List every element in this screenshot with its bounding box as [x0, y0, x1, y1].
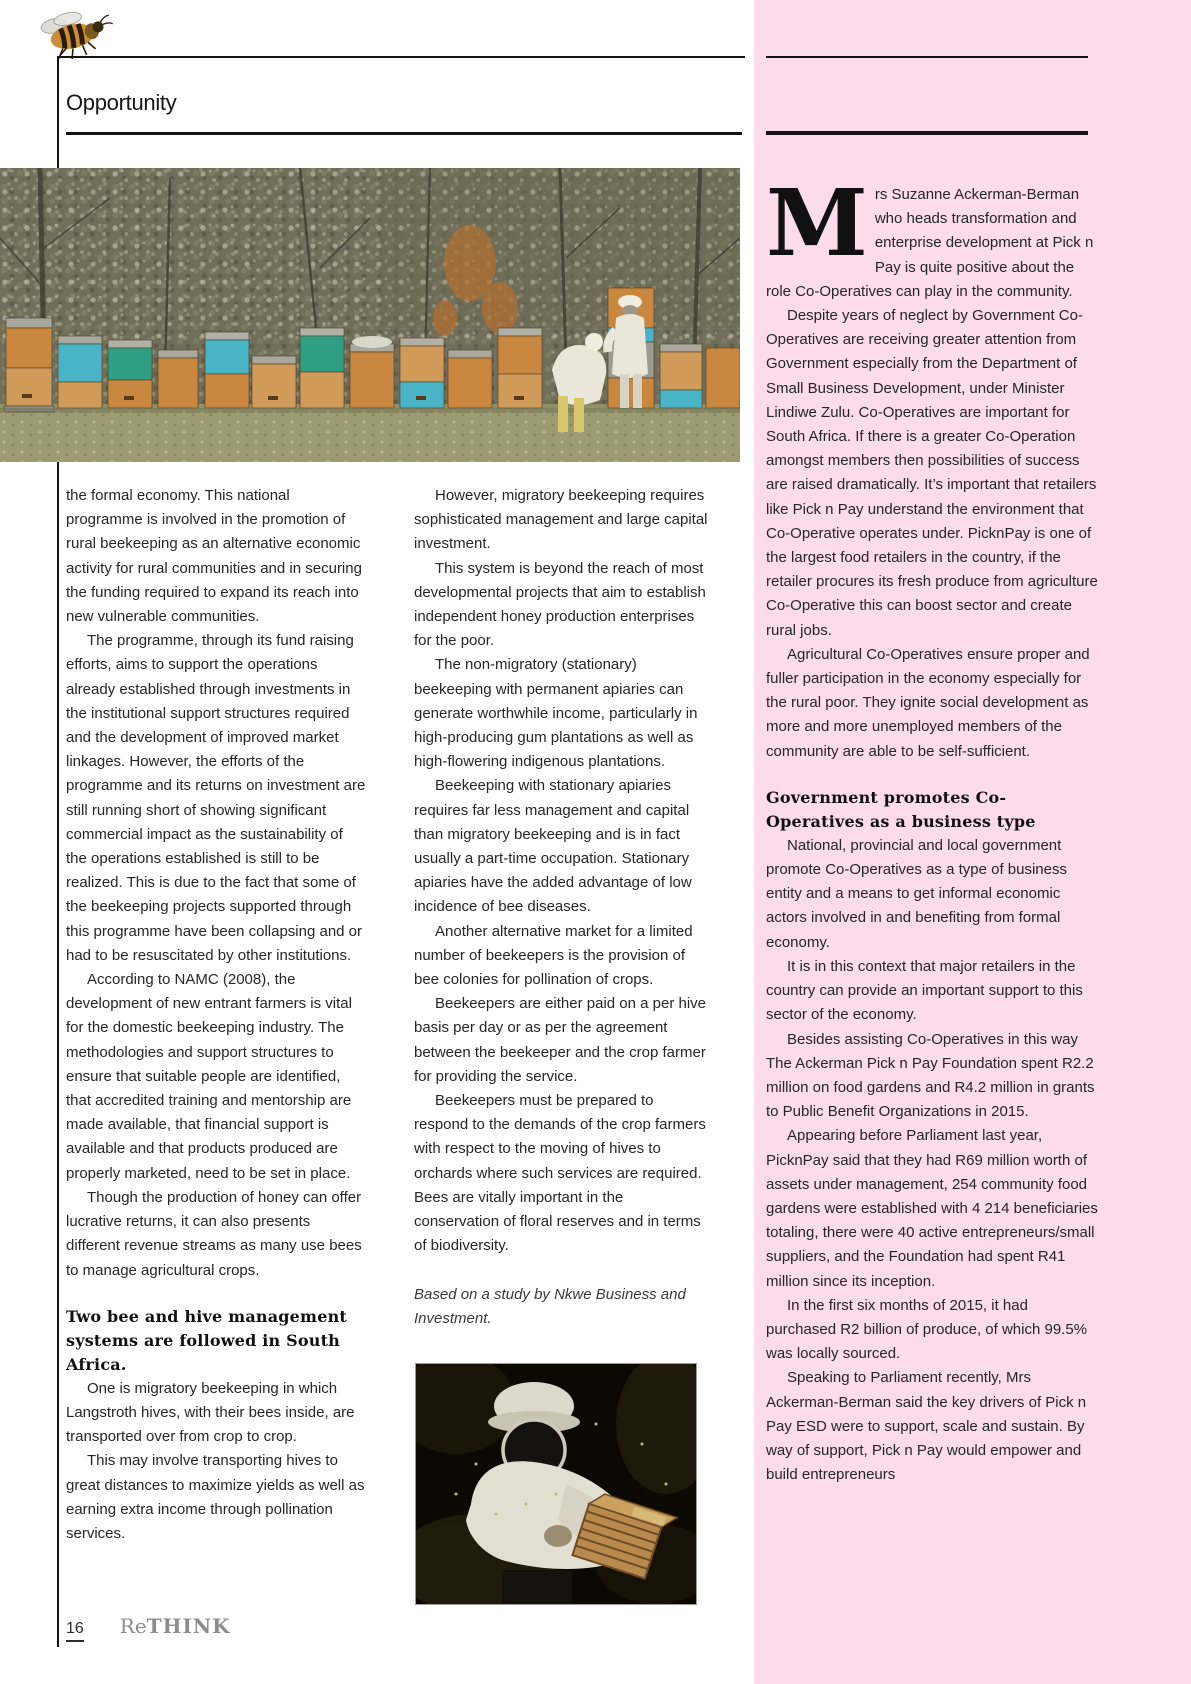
column-left — [66, 484, 366, 1546]
paragraph-text: rs Suzanne Ackerman-Berman who heads transformation and enterprise development at Pick n Pay is quite positive about the role Co-Operatives can play in the community. — [766, 186, 1094, 300]
paragraph: National, provincial and local government promote Co-Operatives as a type of business entity and a means to get informal economic actors involved in and benefiting from formal economy. — [766, 836, 1067, 951]
paragraph: In the first six months of 2015, it had purchased R2 billion of produce, of which 99.5% was locally sourced. — [766, 1296, 1088, 1363]
paragraph: Speaking to Parliament recently, Mrs Ackerman-Berman said the key drivers of Pick n Pay ESD were to support, scale and sustain. By way of support, Pick n Pay would empower and build entrepreneurs — [766, 1369, 1087, 1484]
paragraph: This may involve transporting hives to great distances to maximize yields as well as earning extra income through pollination services. — [66, 1452, 365, 1542]
paragraph: Another alternative market for a limited number of beekeepers is the provision of bee colonies for pollination of crops. — [414, 922, 693, 989]
panel-thick-rule — [766, 131, 1088, 135]
paragraph: Despite years of neglect by Government Co-Operatives are receiving greater attention from Government especially from the Department of Small Business Development, under Minister Lindiwe Zulu. Co-Operatives are important for South Africa. If there is a greater Co-Operation amongst members then possibilities of success are raised dramatically. It’s important that retailers like Pick n Pay understand the environment that Co-Operative operates under. PicknPay is one of the largest food retailers in the country, if the retailer procures its fresh produce from agriculture Co-Operative this can boost sector and create rural jobs. — [766, 307, 1098, 639]
section-label: Opportunity — [66, 90, 177, 115]
paragraph: Though the production of honey can offer lucrative returns, it can also presents different revenue streams as many use bees to manage agricultural crops. — [66, 1188, 362, 1279]
logo-re: Re — [119, 1614, 147, 1638]
paragraph: the formal economy. This national programme is involved in the promotion of rural beekeeping as an alternative economic activity for rural communities and in securing the funding required to expand its reach into new vulnerable communities. — [66, 487, 362, 626]
paragraph: According to NAMC (2008), the development of new entrant farmers is vital for the domestic beekeeping industry. The methodologies and support structures to ensure that suitable people are identified, that accredited training and mentorship are made available, that financial support is available and that products produced are properly marketed, need to be set in place. — [66, 971, 352, 1182]
drop-cap: M — [766, 169, 868, 277]
paragraph: This system is beyond the reach of most developmental projects that aim to establish independent honey production enterprises for the poor. — [414, 559, 706, 650]
logo-think: THINK — [146, 1614, 231, 1638]
paragraph: Beekeepers are either paid on a per hive basis per day or as per the agreement between the beekeeper and the crop farmer for providing the service. — [414, 995, 707, 1085]
paragraph: However, migratory beekeeping requires sophisticated management and large capital investment. — [414, 487, 708, 553]
paragraph: Beekeepers must be prepared to respond to the demands of the crop farmers with respect to the moving of hives to orchards where such services are required. Bees are vitally important in the conservation of floral reserves and in terms of biodiversity. — [414, 1092, 706, 1255]
page-footer — [66, 1614, 231, 1642]
bee-icon — [26, 4, 122, 62]
column-right — [766, 169, 1098, 1487]
paragraph: The non-migratory (stationary) beekeeping with permanent apiaries can generate worthwhile income, particularly in high-producing gum plantations as well as high-flowering indigenous plantations. — [414, 656, 698, 771]
paragraph: Appearing before Parliament last year, PicknPay said that they had R69 million worth of assets under management, 254 community food gardens were established with 4 214 beneficiaries totaling, there were 40 active entrepreneurs/small suppliers, and the Foundation had spent R41 million since its inception. — [766, 1127, 1098, 1290]
column-middle — [414, 484, 710, 1331]
panel-top-rule — [766, 56, 1088, 58]
paragraph: The programme, through its fund raising efforts, aims to support the operations already established through investments in the institutional support structures required and the development of improved market linkages. However, the efforts of the programme and its returns on investment are still running short of showing significant commercial impact as the sustainability of the operations established is still to be realized. This is due to the fact that some of the beekeeping projects supported through this programme have been collapsing and or had to be resuscitated by other institutions. — [66, 632, 366, 964]
subheading-government-coops: Government promotes Co-Operatives as a business type — [766, 787, 1036, 831]
paragraph: It is in this context that major retailers in the country can provide an important support to this sector of the economy. — [766, 957, 1083, 1024]
source-note: Based on a study by Nkwe Business and Investment. — [414, 1285, 686, 1327]
paragraph: One is migratory beekeeping in which Langstroth hives, with their bees inside, are transported over from crop to crop. — [66, 1379, 355, 1446]
apiary-photo — [0, 168, 740, 462]
paragraph: Besides assisting Co-Operatives in this way The Ackerman Pick n Pay Foundation spent R2.2 million on food gardens and R4.2 million in grants to Public Benefit Organizations in 2015. — [766, 1030, 1095, 1121]
section-underline-rule — [66, 132, 742, 135]
page-number: 16 — [66, 1620, 84, 1642]
subheading-bee-systems: Two bee and hive management systems are followed in South Africa. — [66, 1306, 347, 1374]
header-top-rule — [57, 56, 745, 58]
paragraph — [766, 169, 1098, 304]
paragraph: Beekeeping with stationary apiaries requires far less management and capital than migratory beekeeping and is in fact usually a part-time occupation. Stationary apiaries have the added advantage of low incidence of bee diseases. — [414, 777, 692, 916]
paragraph: Agricultural Co-Operatives ensure proper and fuller participation in the economy especially for the rural poor. They ignite social development as more and more unemployed members of the community are able to be self-sufficient. — [766, 645, 1090, 760]
magazine-logo — [120, 1614, 231, 1639]
beekeeper-photo — [415, 1363, 697, 1605]
